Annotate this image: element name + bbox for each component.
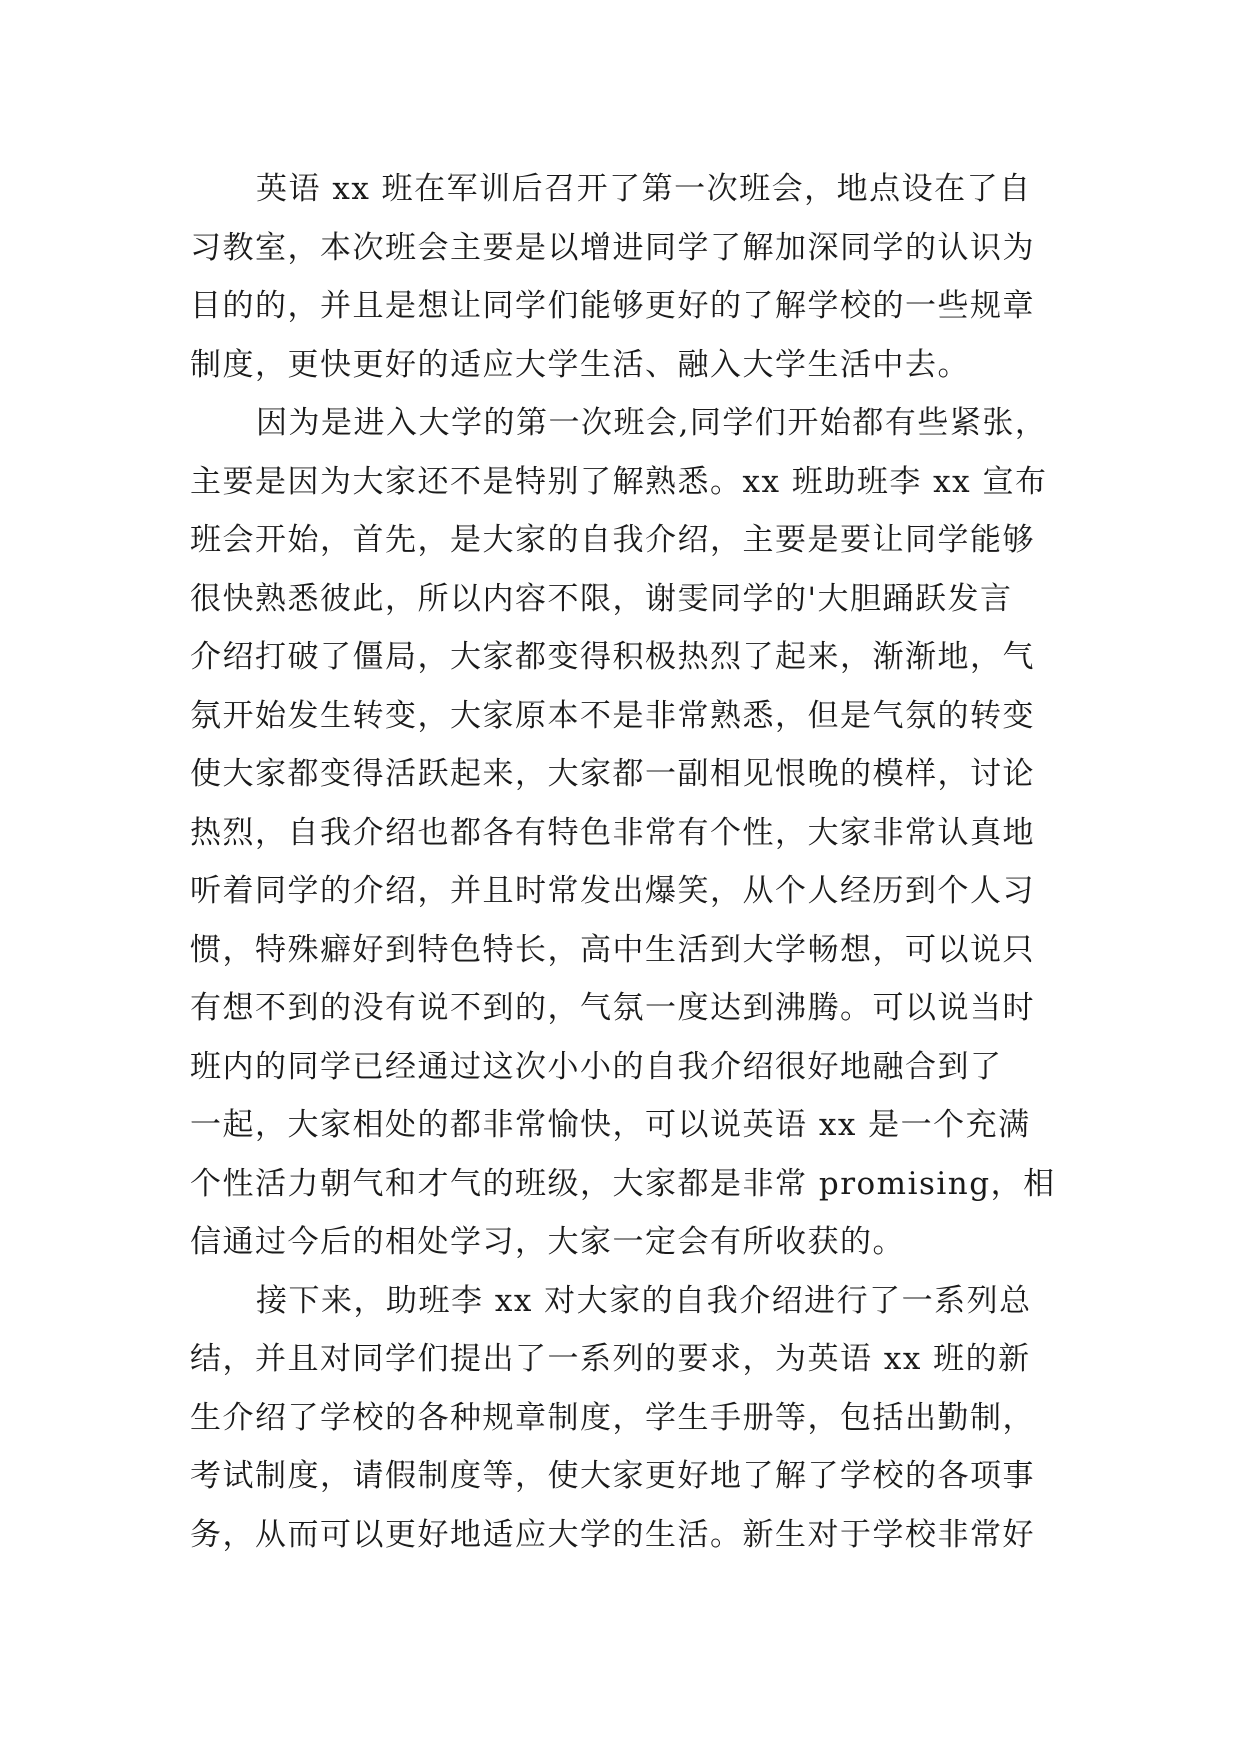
paragraph-2-line-10: 惯，特殊癖好到特色特长，高中生活到大学畅想，可以说只 [190,931,1035,968]
paragraph-3-line-4: 考试制度，请假制度等，使大家更好地了解了学校的各项事 [190,1458,1035,1494]
paragraph-2-line-3: 班会开始，首先，是大家的自我介绍，主要是要让同学能够 [190,522,1035,558]
paragraph-2-line-4: 很快熟悉彼此，所以内容不限，谢雯同学的'大胆踊跃发言 [190,580,1013,617]
paragraph-2-line-13: 一起，大家相处的都非常愉快，可以说英语 xx 是一个充满 [190,1107,1031,1143]
paragraph-1-line-3: 目的的，并且是想让同学们能够更好的了解学校的一些规章 [190,288,1035,324]
paragraph-2-line-6: 氛开始发生转变，大家原本不是非常熟悉，但是气氛的转变 [190,697,1035,734]
paragraph-1-line-4: 制度，更快更好的适应大学生活、融入大学生活中去。 [190,346,970,383]
paragraph-2-line-1: 因为是进入大学的第一次班会,同学们开始都有些紧张， [256,405,1048,441]
paragraph-2-line-9: 听着同学的介绍，并且时常发出爆笑，从个人经历到个人习 [190,873,1035,909]
paragraph-2-line-14: 个性活力朝气和才气的班级，大家都是非常 promising，相 [190,1165,1056,1202]
paragraph-2-line-15: 信通过今后的相处学习，大家一定会有所收获的。 [190,1224,905,1260]
paragraph-2-line-2: 主要是因为大家还不是特别了解熟悉。xx 班助班李 xx 宣布 [190,463,1048,500]
paragraph-3-line-5: 务，从而可以更好地适应大学的生活。新生对于学校非常好 [190,1516,1035,1553]
paragraph-2-line-12: 班内的同学已经通过这次小小的自我介绍很好地融合到了 [190,1048,1003,1085]
paragraph-2-line-11: 有想不到的没有说不到的，气氛一度达到沸腾。可以说当时 [190,990,1035,1026]
paragraph-3-line-1: 接下来，助班李 xx 对大家的自我介绍进行了一系列总 [256,1282,1032,1319]
paragraph-2-line-8: 热烈，自我介绍也都各有特色非常有个性，大家非常认真地 [190,814,1035,851]
document-body [190,160,1070,1564]
paragraph-1-line-1: 英语 xx 班在军训后召开了第一次班会，地点设在了自 [256,171,1032,207]
paragraph-3-line-2: 结，并且对同学们提出了一系列的要求，为英语 xx 班的新 [190,1341,1031,1377]
paragraph-3-line-3: 生介绍了学校的各种规章制度，学生手册等，包括出勤制， [190,1399,1035,1436]
paragraph-2-line-5: 介绍打破了僵局，大家都变得积极热烈了起来，渐渐地，气 [190,639,1035,675]
paragraph-1-line-2: 习教室，本次班会主要是以增进同学了解加深同学的认识为 [190,229,1035,266]
paragraph-2-line-7: 使大家都变得活跃起来，大家都一副相见恨晚的模样，讨论 [190,756,1035,792]
